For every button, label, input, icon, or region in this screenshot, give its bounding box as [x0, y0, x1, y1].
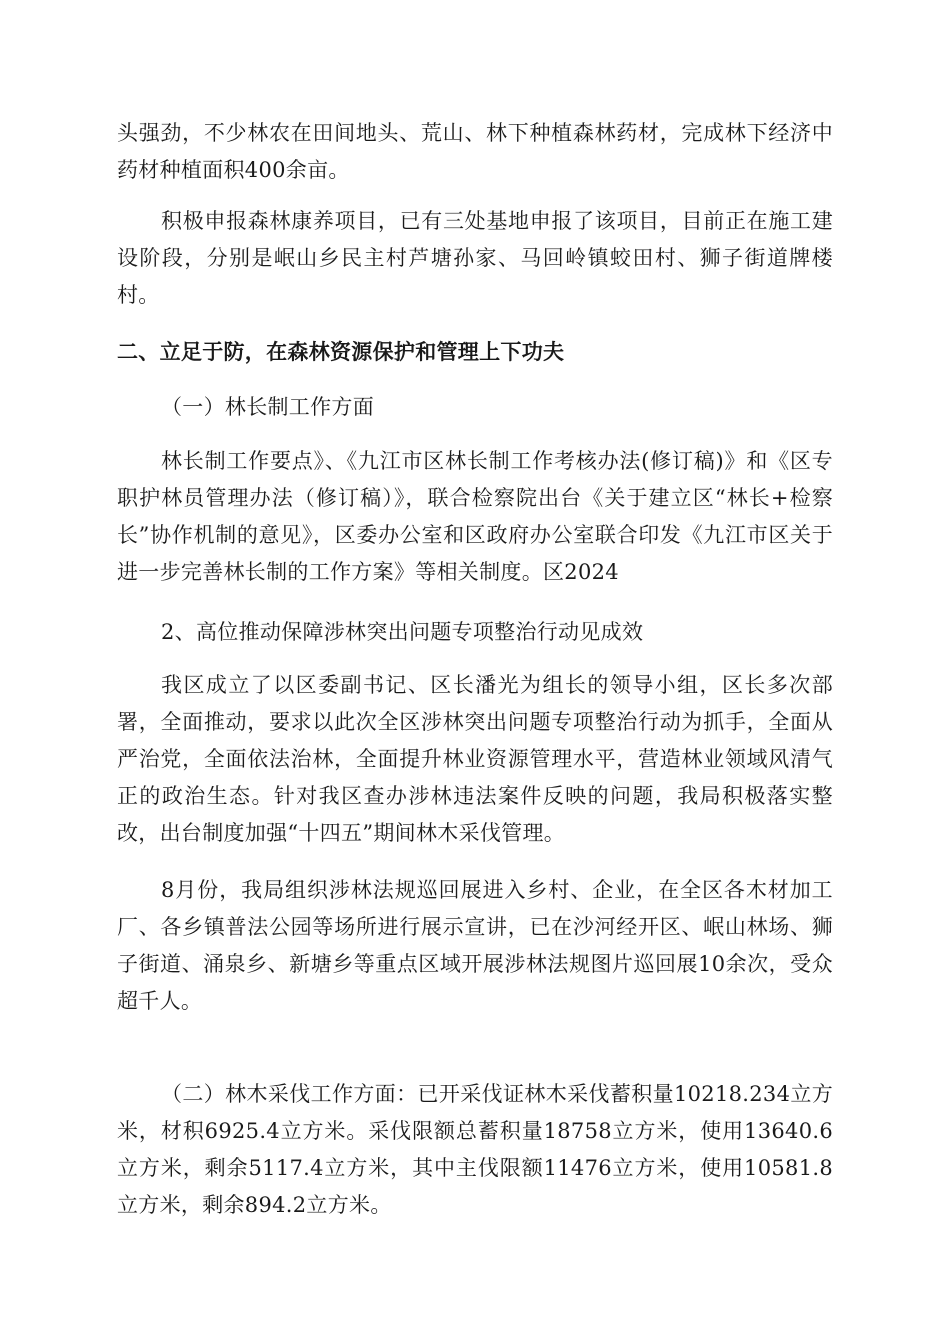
paragraph-forest-wellness-project: 积极申报森林康养项目，已有三处基地申报了该项目，目前正在施工建设阶段，分别是岷山乡民主村芦塘孙家、马回岭镇蛟田村、狮子街道牌楼村。 [117, 209, 833, 307]
section-heading-protection: 二、立足于防，在森林资源保护和管理上下功夫 [117, 340, 565, 364]
paragraph-forest-medicine: 头强劲，不少林农在田间地头、荒山、林下种植森林药材，完成林下经济中药材种植面积400余亩。 [117, 121, 833, 182]
paragraph-law-exhibition: 8月份，我局组织涉林法规巡回展进入乡村、企业，在全区各木材加工厂、各乡镇普法公园等场所进行展示宣讲，已在沙河经开区、岷山林场、狮子街道、涌泉乡、新塘乡等重点区域开展涉林法规图片巡回展10余次，受众超千人。 [117, 878, 833, 1013]
paragraph-rectification-heading: 2、高位推动保障涉林突出问题专项整治行动见成效 [161, 620, 644, 644]
paragraph-leadership-group: 我区成立了以区委副书记、区长潘光为组长的领导小组，区长多次部署，全面推动，要求以此次全区涉林突出问题专项整治行动为抓手，全面从严治党，全面依法治林，全面提升林业资源管理水平，营造林业领域风清气正的政治生态。针对我区查办涉林违法案件反映的问题，我局积极落实整改，出台制度加强“十四五”期间林木采伐管理。 [117, 673, 833, 845]
paragraph-logging-statistics: （二）林木采伐工作方面：已开采伐证林木采伐蓄积量10218.234立方米，材积6925.4立方米。采伐限额总蓄积量18758立方米，使用13640.6立方米，剩余5117.4立方米，其中主伐限额11476立方米，使用10581.8立方米，剩余894.2立方米。 [117, 1082, 833, 1217]
subsection-heading-forest-chief: （一）林长制工作方面 [161, 395, 374, 419]
paragraph-forest-chief-system: 林长制工作要点》、《九江市区林长制工作考核办法(修订稿)》和《区专职护林员管理办法（修订稿）》，联合检察院出台《关于建立区“林长+检察长”协作机制的意见》，区委办公室和区政府办公室联合印发《九江市区关于进一步完善林长制的工作方案》等相关制度。区2024 [117, 449, 833, 584]
